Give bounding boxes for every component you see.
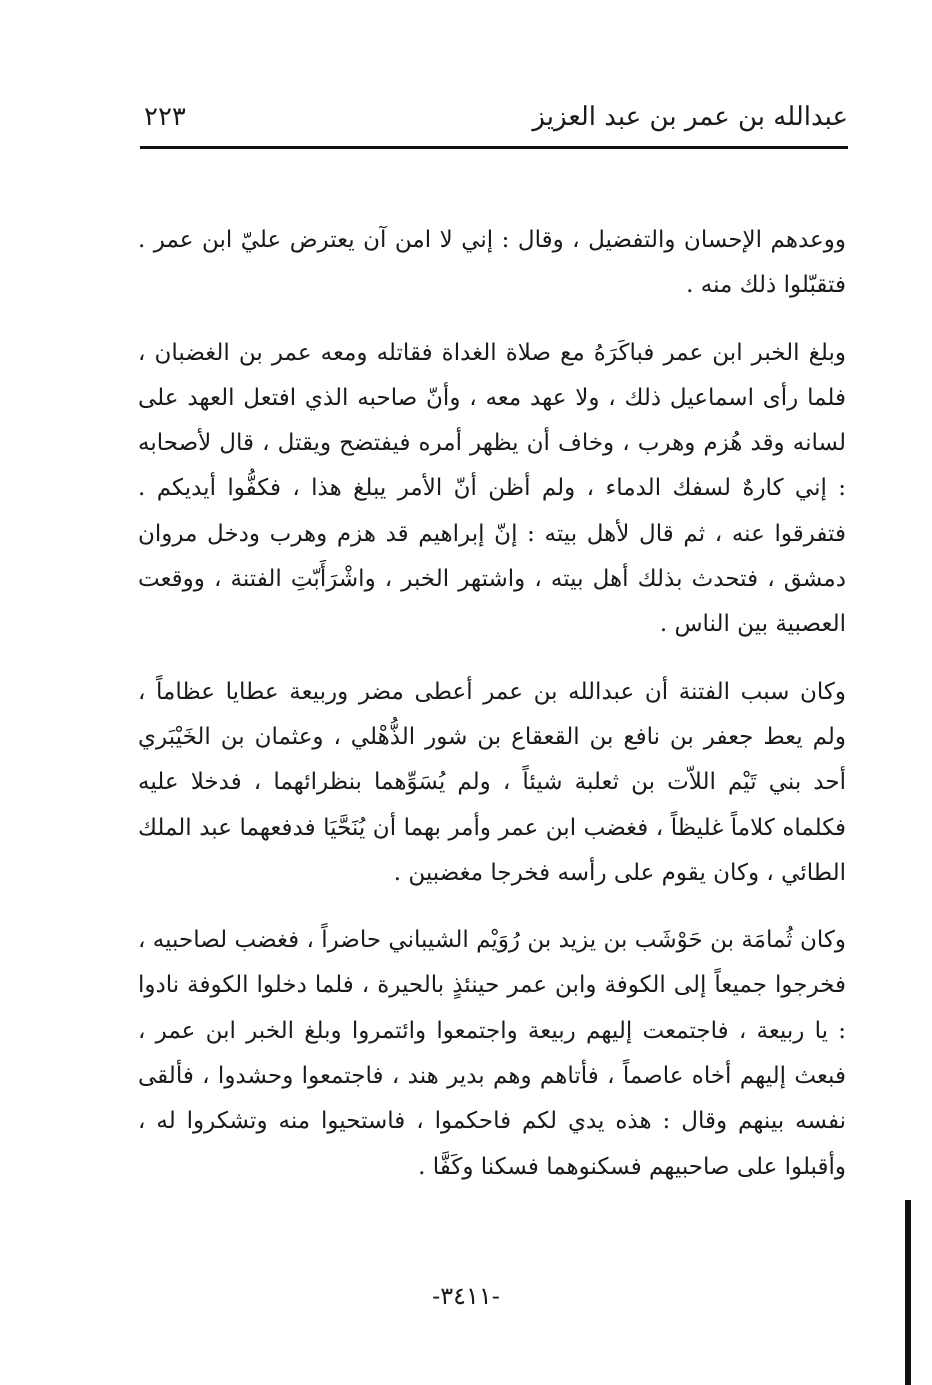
page-header: [140, 96, 848, 144]
paragraph: وكان سبب الفتنة أن عبدالله بن عمر أعطى مضر وربيعة عطايا عظاماً ، ولم يعط جعفر بن نافع بن القعقاع بن شور الذُّهْلي ، وعثمان بن الخَيْبَري أحد بني تَيْم اللاّت بن ثعلبة شيئاً ، ولم يُسَوِّهما بنظرائهما ، فدخلا عليه فكلماه كلاماً غليظاً ، فغضب ابن عمر وأمر بهما أن يُنَحَّيَا فدفعهما عبد الملك الطائي ، وكان يقوم على رأسه فخرجا مغضبين .: [138, 678, 846, 886]
scan-edge-mark: [905, 1200, 911, 1385]
running-title: عبدالله بن عمر بن عبد العزيز: [532, 102, 848, 132]
paragraph: ووعدهم الإحسان والتفضيل ، وقال : إني لا امن آن يعترض عليّ ابن عمر . فتقبّلوا ذلك منه .: [138, 227, 846, 299]
paragraph: وبلغ الخبر ابن عمر فباكَرَهُ مع صلاة الغداة فقاتله ومعه عمر بن الغضبان ، فلما رأى اسماعيل ذلك ، ولا عهد معه ، وأنّ صاحبه الذي افتعل العهد على لسانه وقد هُزم وهرب ، وخاف أن يظهر أمره فيفتضح ويقتل ، قال لأصحابه : إني كارهٌ لسفك الدماء ، ولم أظن أنّ الأمر يبلغ هذا ، فكفُّوا أيديكم . فتفرقوا عنه ، ثم قال لأهل بيته : إنّ إبراهيم قد هزم وهرب ودخل مروان دمشق ، فتحدث بذلك أهل بيته ، واشتهر الخبر ، واشْرَأَبّتِ الفتنة ، ووقعت العصبية بين الناس .: [138, 339, 846, 638]
body-text: [138, 218, 846, 1212]
paragraph: وكان ثُمامَة بن حَوْشَب بن يزيد بن رُوَيْم الشيباني حاضراً ، فغضب لصاحبيه ، فخرجوا جميعاً إلى الكوفة وابن عمر حينئذٍ بالحيرة ، فلما دخلوا الكوفة نادوا : يا ربيعة ، فاجتمعت إليهم ربيعة واجتمعوا وائتمروا وبلغ الخبر ابن عمر ، فبعث إليهم أخاه عاصماً ، فأتاهم وهم بدير هند ، فاجتمعوا وحشدوا ، فألقى نفسه بينهم وقال : هذه يدي لكم فاحكموا ، فاستحيوا منه وتشكروا له ، وأقبلوا على صاحبيهم فسكنوهما فسكنا وكَفَّا .: [138, 927, 846, 1180]
header-divider: [140, 146, 848, 149]
footer-page-marker: -٣٤١١-: [432, 1282, 500, 1310]
page-number: ٢٢٣: [144, 102, 186, 132]
